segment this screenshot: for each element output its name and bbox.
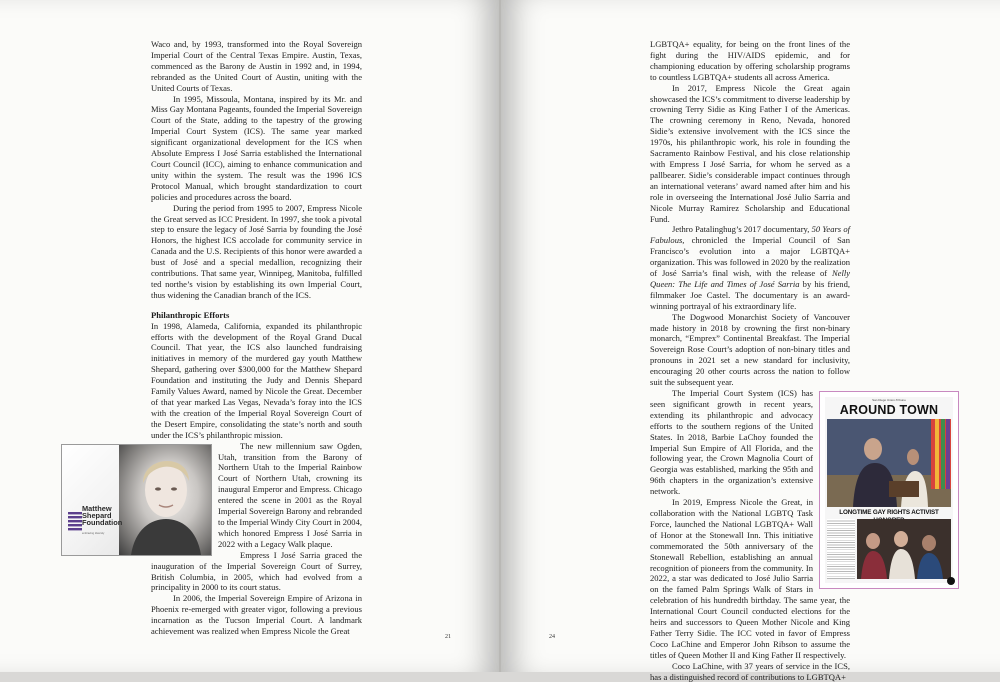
logo-tagline: embracing diversity bbox=[82, 531, 105, 535]
right-text-column bbox=[650, 39, 939, 682]
right-page-number: 24 bbox=[549, 634, 555, 640]
paragraph: In 2019, Empress Nicole the Great, in collaboration with the National LGBTQ Task Force, launched the National LGBTQA+ Wall of Honor at the Stonewall Inn. This initiative commemorated the 50th anniversary of the Stonewall Rebellion, establishing an annual recognition of pioneers from the community. In 2022, a star was dedicated to José Julio Sarria on the famed Palm Springs Walk of Stars in celebration of his hundredth birthday. The same year, the International Court Council conducted elections for the heirs and successors to Queen Mother Nicole and King Father Terry Sidie. The ICC voted in favor of Empress Coco LaChine and Emperor John Ribson to assume the titles of Queen Mother II and King Father II respectively. bbox=[650, 497, 850, 660]
text-run: by his friend, filmmaker Joe Castel. The documentary is an award-winning portrayal of his extraordinary life. bbox=[650, 278, 850, 311]
newspaper-headline: LONGTIME GAY RIGHTS ACTIVIST bbox=[839, 509, 939, 516]
section-gap bbox=[151, 301, 362, 310]
newspaper-clipping bbox=[819, 391, 959, 589]
foundation-logo-text bbox=[82, 505, 122, 527]
film-title: 50 Years of Fabulous bbox=[650, 224, 851, 246]
paragraph: Empress I José Sarria graced the inauguration of the Imperial Sovereign Court of Surrey, British Columbia, in 2005, which had evolved from a principality in 2000 to its court status. bbox=[151, 549, 362, 593]
newspaper-second-photo bbox=[857, 519, 951, 579]
matthew-shepard-photo bbox=[61, 444, 212, 556]
newspaper-body-text bbox=[827, 519, 855, 579]
left-page-number: 21 bbox=[445, 634, 451, 640]
paragraph: Waco and, by 1993, transformed into the Royal Sovereign Imperial Court of the Central Texas Empire. Austin, Texas, commenced as the Barony de Austin in 1992 and, in 1994, rebranded as the United Court of Austin, uniting with the United Courts of Texas. bbox=[151, 39, 362, 93]
portrait-figure bbox=[119, 445, 211, 555]
section-heading: Philanthropic Efforts bbox=[151, 309, 230, 320]
paragraph: The new millennium saw Ogden, Utah, transition from the Barony of Northern Utah to the Imperial Rainbow Court of Northern Utah, crowning its inaugural Emperor and Empress. Chicago entered the scene in 2001 as the Royal Imperial Sovereign Barony and rebranded to the Imperial Windy City Court in 2004, which honored Empress I José Sarria in 2022 with a Legacy Walk plaque. bbox=[218, 440, 362, 549]
logo-line: Shepard bbox=[82, 511, 112, 521]
text-run: , chronicled the Imperial Council of San Francisco’s evolution into a major LGBTQA+ organization. This was followed in 2020 by the realization of José Sarria’s final wish, with the release of bbox=[650, 235, 850, 279]
newspaper-main-photo bbox=[827, 419, 951, 507]
documentary-paragraph bbox=[650, 224, 850, 311]
paragraph: Coco LaChine, with 37 years of service in the ICS, has a distinguished record of contributions to LGBTQA+ bbox=[650, 660, 850, 682]
paragraph: During the period from 1995 to 2007, Empress Nicole the Great served as ICC President. In 1997, she took a pivotal step to ensure the legacy of José Sarria by founding the José Honors, the highest ICS accolade for community service in Canada and the U.S. Recipients of this honor were awarded a bust of José and a special medallion, recognizing their contributions. That same year, Winnipeg, Manitoba, fulfilled ted northe’s vision by establishing its own Imperial Court, thus widening the Canadian branch of the ICS. bbox=[151, 202, 363, 300]
paragraph: The Imperial Court System (ICS) has seen significant growth in recent years, extending its philanthropic and advocacy efforts to the southern regions of the United States. In 2018, Barbie LaChoy founded the Imperial Sun Empire of All Florida, and the following year, the Crown Magnolia Court of Georgia was established, marking the 95th and 96th chapters in the organization’s extensive network. bbox=[650, 388, 813, 497]
audience-photo bbox=[857, 519, 951, 579]
publication-badge-icon bbox=[947, 577, 955, 585]
newspaper-page bbox=[825, 397, 953, 583]
newspaper-header: San Diego Union-Tribune bbox=[872, 398, 906, 402]
film-title: Nelly Queen: The Life and Times of José Sarria bbox=[650, 268, 850, 289]
ceremony-photo bbox=[827, 419, 951, 507]
book-gutter bbox=[499, 0, 501, 672]
logo-line: Matthew bbox=[82, 503, 112, 513]
paragraph: In 2006, the Imperial Sovereign Empire of Arizona in Phoenix re-emerged with greater vigor, following a previous incarnation as the Tucson Imperial Court. A landmark achievement was realized when Empress Nicole the Great bbox=[151, 593, 362, 637]
paragraph: In 2017, Empress Nicole the Great again showcased the ICS’s commitment to diverse leadership by crowning Terry Sidie as King Father I of the Americas. The crowning ceremony in Reno, Nevada, honored Sidie’s extensive involvement with the ICS since the 1970s, his philanthropic work, his role in founding the Sacramento Rainbow Festival, and his close relationship with Empress I José Sarria, for whom he served as a pallbearer. Sidie’s considerable impact continues through an international veterans’ award named after him and his role in overseeing the International José Julio Sarria and Nicole Murray Ramirez Scholarship and Educational Fund. bbox=[650, 82, 850, 224]
paragraph: In 1995, Missoula, Montana, inspired by its Mr. and Miss Gay Montana Pageants, founded the Imperial Sovereign Court of the State, adding to the tapestry of the growing Imperial Court System (ICS). The same year marked significant organizational development for the ICS when Absolute Empress I José Sarria established the International Court Council (ICC), aiming to enhance communication and unity within the system. The result was the 1996 ICS Protocol Manual, which brought standardization to court policies and procedures across the board. bbox=[151, 93, 362, 202]
text-run: Jethro Patalinghug’s 2017 documentary, bbox=[672, 224, 812, 235]
portrait-image bbox=[119, 445, 211, 555]
logo-line: Foundation bbox=[82, 518, 123, 528]
paragraph: LGBTQA+ equality, for being on the front lines of the fight during the HIV/AIDS epidemic, and for championing education by offering scholarship programs to countless LGBTQA+ students all across America. bbox=[650, 39, 850, 82]
paragraph: In 1998, Alameda, California, expanded its philanthropic efforts with the development of the Royal Grand Ducal Council. That year, the ICS also launched fundraising initiatives in memory of the murdered gay youth Matthew Shepard, gathering over $300,000 for the Matthew Shepard Foundation and instituting the Judy and Dennis Shepard Family Values Award, named by Nicole the Great. December of that year marked Las Vegas, Nevada’s foray into the ICS with the creation of the Imperial Royal Sovereign Court of the Desert Empire, consolidating the state’s north and south under the ICS’s philanthropic mission. bbox=[151, 320, 362, 440]
paragraph: The Dogwood Monarchist Society of Vancouver made history in 2018 by crowning the first non-binary monarch, “Emprex” Continental Breakfast. The Imperial Sovereign Rose Court’s adoption of non-binary titles and pronouns in 2021 set a new standard for inclusivity, encouraging 20 other courts across the nation to follow suit the subsequent year. bbox=[650, 311, 850, 388]
left-text-column bbox=[82, 39, 363, 637]
newspaper-masthead: AROUND TOWN bbox=[839, 403, 939, 417]
